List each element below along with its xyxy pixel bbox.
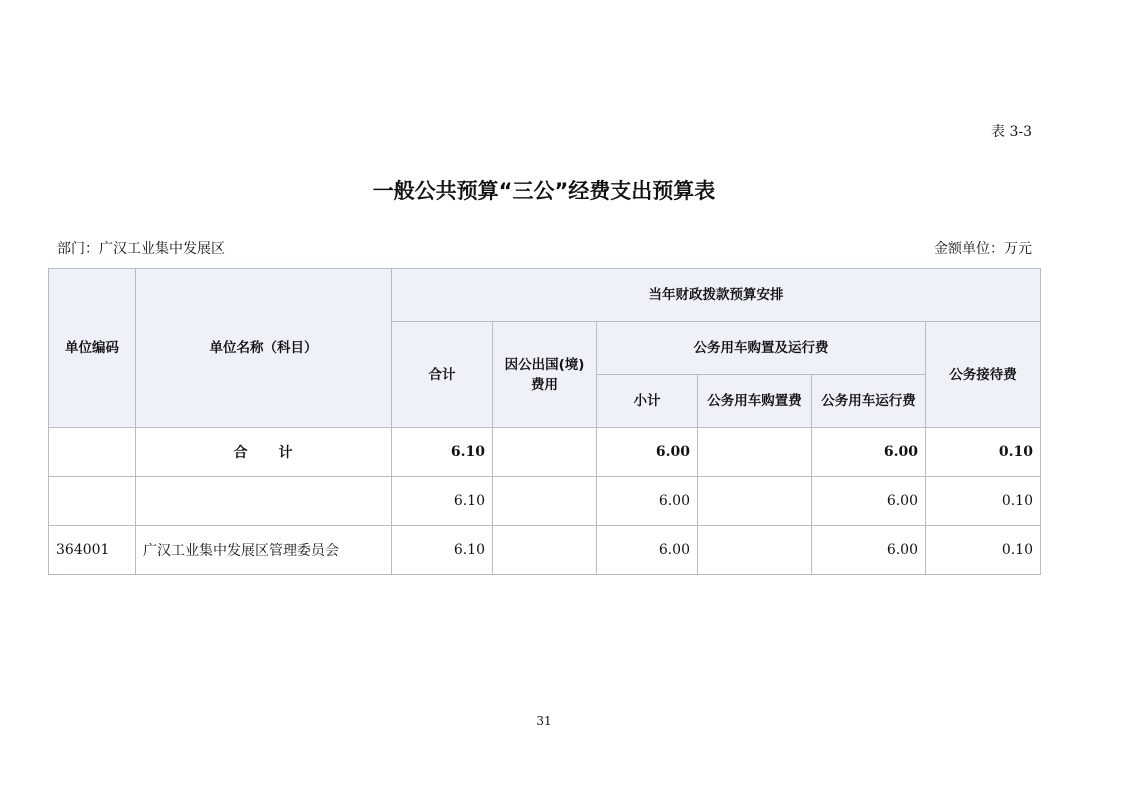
header-vehicle-operation: 公务用车运行费 — [812, 375, 926, 428]
header-reception: 公务接待费 — [926, 322, 1041, 428]
table-row — [49, 526, 1041, 575]
cell-operation: 6.00 — [812, 477, 926, 526]
cell-total: 6.10 — [392, 428, 493, 477]
cell-subtotal: 6.00 — [597, 526, 698, 575]
page-number: 31 — [536, 714, 552, 728]
cell-total: 6.10 — [392, 526, 493, 575]
cell-purchase — [698, 526, 812, 575]
table-row-total — [49, 428, 1041, 477]
budget-table — [48, 268, 1041, 575]
cell-subtotal: 6.00 — [597, 428, 698, 477]
header-unit-name: 单位名称（科目） — [136, 269, 392, 428]
cell-operation: 6.00 — [812, 428, 926, 477]
amount-unit-label: 金额单位：万元 — [934, 241, 1032, 257]
cell-code: 364001 — [49, 526, 136, 575]
cell-operation: 6.00 — [812, 526, 926, 575]
cell-name: 广汉工业集中发展区管理委员会 — [136, 526, 392, 575]
table-row — [49, 477, 1041, 526]
header-abroad: 因公出国(境)费用 — [493, 322, 597, 428]
table-number: 表 3-3 — [991, 124, 1032, 140]
header-unit-code: 单位编码 — [49, 269, 136, 428]
cell-name — [136, 477, 392, 526]
cell-total: 6.10 — [392, 477, 493, 526]
header-total: 合计 — [392, 322, 493, 428]
cell-abroad — [493, 477, 597, 526]
header-vehicle: 公务用车购置及运行费 — [597, 322, 926, 375]
cell-reception: 0.10 — [926, 526, 1041, 575]
header-row-1 — [49, 269, 1041, 322]
cell-reception: 0.10 — [926, 428, 1041, 477]
cell-subtotal: 6.00 — [597, 477, 698, 526]
cell-purchase — [698, 428, 812, 477]
department-label: 部门：广汉工业集中发展区 — [57, 241, 225, 257]
cell-reception: 0.10 — [926, 477, 1041, 526]
header-subtotal: 小计 — [597, 375, 698, 428]
header-vehicle-purchase: 公务用车购置费 — [698, 375, 812, 428]
cell-purchase — [698, 477, 812, 526]
cell-code — [49, 428, 136, 477]
cell-abroad — [493, 428, 597, 477]
page-title: 一般公共预算“三公”经费支出预算表 — [372, 179, 716, 203]
header-current-year: 当年财政拨款预算安排 — [392, 269, 1041, 322]
cell-code — [49, 477, 136, 526]
cell-name: 合 计 — [136, 428, 392, 477]
cell-abroad — [493, 526, 597, 575]
